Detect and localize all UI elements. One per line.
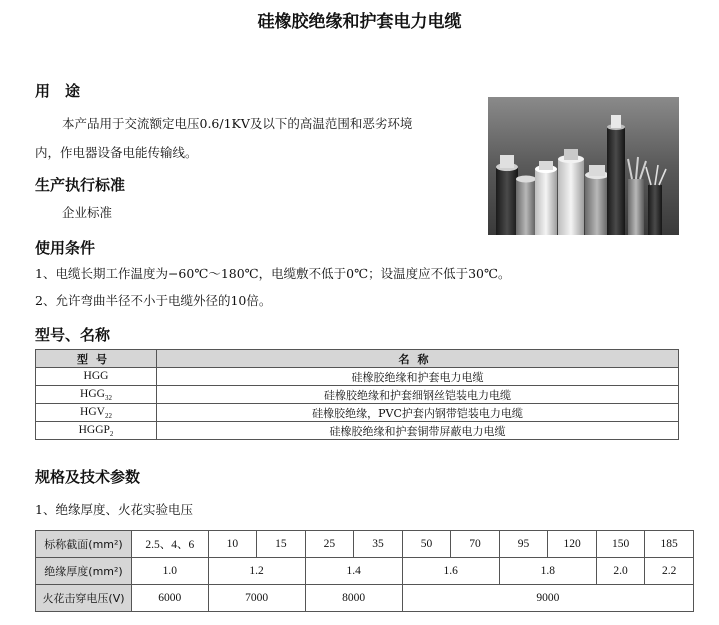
page-title: 硅橡胶绝缘和护套电力电缆 [257,12,462,32]
model-code: $HGGP_2$ [36,422,157,440]
model-name: 硅橡胶绝缘和护套铜带屏蔽电力电缆 [157,422,679,440]
model-name: 硅橡胶绝缘，PVC护套内钢带铠装电力电缆 [157,404,679,422]
table-row [36,404,679,422]
insulation-thickness-value: 1.6 [402,558,499,585]
insulation-thickness-value: 1.8 [499,558,596,585]
condition-item-2: 2、允许弯曲半径不小于电缆外径的10倍。 [35,293,272,308]
cross-section-value: 10 [208,531,257,558]
usage-heading: 用 途 [35,82,81,100]
table-row [36,558,694,585]
table-row [36,386,679,404]
model-code: $HGG_{32}$ [36,386,157,404]
cross-section-value: 150 [596,531,645,558]
condition-item-1: 1、电缆长期工作温度为−60℃～180℃，电缆敷不低于0℃；设温度应不低于30℃。 [35,266,511,281]
insulation-thickness-value: 2.0 [596,558,645,585]
table-row [36,422,679,440]
model-code: $HGV_{22}$ [36,404,157,422]
insulation-thickness-value: 1.0 [132,558,209,585]
spark-voltage-label: 火花击穿电压(V) [36,585,132,612]
col-model-header: 型号 [36,350,157,368]
standard-heading: 生产执行标准 [35,176,126,194]
cross-section-value: 185 [645,531,694,558]
models-table-header [36,350,679,368]
cross-section-value: 25 [305,531,354,558]
cross-section-label: 标称截面(mm²) [36,531,132,558]
cross-section-value: 2.5、4、6 [132,531,209,558]
models-heading: 型号、名称 [35,326,111,344]
col-name-header: 名称 [157,350,679,368]
cable-photo-illustration [488,97,679,235]
cross-section-value: 70 [451,531,500,558]
insulation-thickness-value: 1.4 [305,558,402,585]
cross-section-value: 15 [257,531,306,558]
cross-section-value: 120 [548,531,597,558]
cross-section-value: 50 [402,531,451,558]
specs-table [35,530,694,612]
cross-section-value: 35 [354,531,403,558]
cable-photo [488,97,679,235]
specs-subheading: 1、绝缘厚度、火花实验电压 [35,502,193,517]
spark-voltage-value: 8000 [305,585,402,612]
standard-text: 企业标准 [62,205,113,220]
insulation-thickness-value: 2.2 [645,558,694,585]
spark-voltage-value: 7000 [208,585,305,612]
table-row [36,368,679,386]
model-name: 硅橡胶绝缘和护套电力电缆 [157,368,679,386]
insulation-thickness-value: 1.2 [208,558,305,585]
spark-voltage-value: 6000 [132,585,209,612]
table-row [36,531,694,558]
models-table [35,349,679,440]
insulation-thickness-label: 绝缘厚度(mm²) [36,558,132,585]
model-name: 硅橡胶绝缘和护套细钢丝铠装电力电缆 [157,386,679,404]
specs-heading: 规格及技术参数 [35,468,141,486]
table-row [36,585,694,612]
model-code: HGG [36,368,157,386]
usage-line-2: 内，作电器设备电能传输线。 [35,145,198,160]
cross-section-value: 95 [499,531,548,558]
usage-line-1: 本产品用于交流额定电压0.6/1KV及以下的高温范围和恶劣环境 [62,116,413,131]
spark-voltage-value: 9000 [402,585,693,612]
conditions-heading: 使用条件 [35,239,96,257]
